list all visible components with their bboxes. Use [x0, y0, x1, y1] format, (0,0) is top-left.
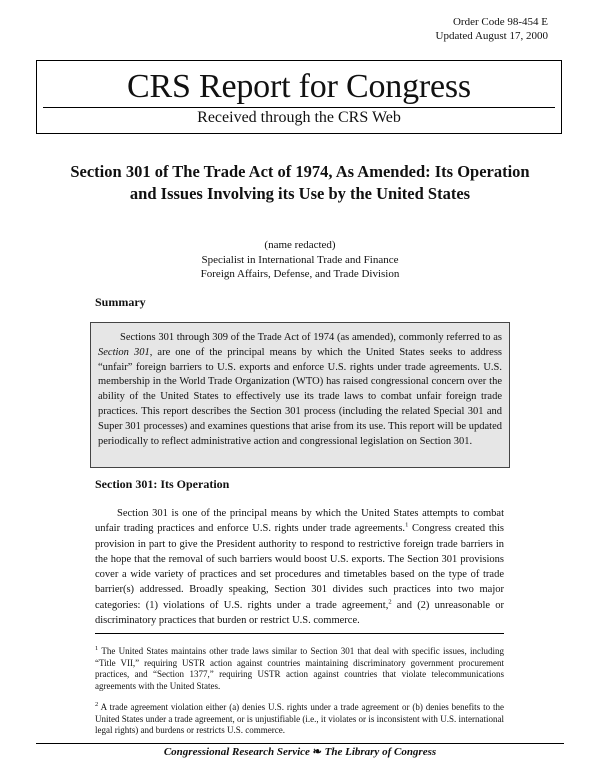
footnote-divider	[95, 633, 504, 634]
banner-subtitle: Received through the CRS Web	[197, 109, 401, 126]
footer-right: The Library of Congress	[324, 746, 437, 758]
footnote-ref-1[interactable]: 1	[405, 521, 409, 529]
body-text: Congress created this provision in part to give the President authority to respond to restrictive foreign trade barriers in the hope that the removal of such barriers would boost U.S. exports. The Section 301 provisions cover a wide variety of practices and set procedures and timetables based on the type of trade barrier(s) addressed. Broadly speaking, Section 301 divides such practices into two major categories: (1) violations of U.S. rights under a trade agreement,	[95, 523, 505, 611]
section-heading: Section 301: Its Operation	[95, 477, 230, 491]
footer-divider	[36, 743, 564, 744]
author-block	[0, 238, 600, 282]
footnote-text: The United States maintains other trade laws similar to Section 301 that deal with specific issues, including “Title VII,” requiring USTR action against countries maintaining discriminatory government procurement practices, and “Section 1377,” requiring USTR action against countries that violate telecommunications agreements with the United States.	[95, 646, 504, 692]
banner-title: CRS Report for Congress	[127, 68, 471, 105]
author-name: (name redacted)	[264, 239, 336, 251]
author-title: Specialist in International Trade and Finance	[201, 253, 399, 266]
summary-text-part: Sections 301 through 309 of the Trade Act of 1974 (as amended), commonly referred to as	[120, 332, 502, 343]
author-division: Foreign Affairs, Defense, and Trade Division	[200, 268, 400, 280]
page-footer	[0, 745, 600, 759]
footer-left: Congressional Research Service	[163, 746, 310, 758]
section-body	[95, 506, 504, 628]
body-text: Section 301 is one of the principal means by which the United States attempts to combat unfair trading practices and enforce U.S. rights under trade agreements.	[95, 508, 504, 535]
summary-box	[90, 322, 510, 468]
footnote-number: 2	[95, 701, 99, 708]
body-text: and (2) unreasonable or discriminatory practices that burden or restrict U.S. commerce.	[95, 599, 505, 627]
order-code: Order Code 98-454 E	[452, 16, 548, 28]
summary-emphasis: Section 301	[98, 346, 150, 358]
summary-text	[98, 331, 502, 449]
footnote-text: A trade agreement violation either (a) denies U.S. rights under a trade agreement or (b) denies benefits to the United States under a trade agreement, or is unjustifiable (i.e., it violates or is inconsistent with U.S. international legal rights) and burdens or restricts U.S. commerce.	[95, 702, 504, 736]
order-info	[436, 15, 548, 43]
footnote-1	[95, 646, 504, 693]
document-title: Section 301 of The Trade Act of 1974, As Amended: Its Operation and Issues Involving its Use by the United States	[70, 162, 530, 203]
updated-date: Updated August 17, 2000	[435, 30, 548, 42]
summary-text-part: , are one of the principal means by which the United States seeks to address “unfair” foreign barriers to U.S. exports and enforce U.S. rights under trade agreements. U.S. membership in the World Trade Organization (WTO) has raised congressional concern over the ability of the United States to effectively use its trade laws to combat unfair foreign trade practices. This report describes the Section 301 process (including the related Special 301 and Super 301 processes) and examines questions that arise from its use. This report will be updated periodically to reflect administrative action and congressional legislation on Section 301.	[98, 346, 503, 447]
footnote-2	[95, 702, 504, 737]
footnote-number: 1	[95, 645, 99, 652]
leaf-ornament-icon: ❧	[312, 746, 322, 758]
summary-heading: Summary	[95, 295, 146, 309]
report-banner	[36, 60, 562, 134]
footnote-ref-2[interactable]: 2	[388, 598, 392, 606]
